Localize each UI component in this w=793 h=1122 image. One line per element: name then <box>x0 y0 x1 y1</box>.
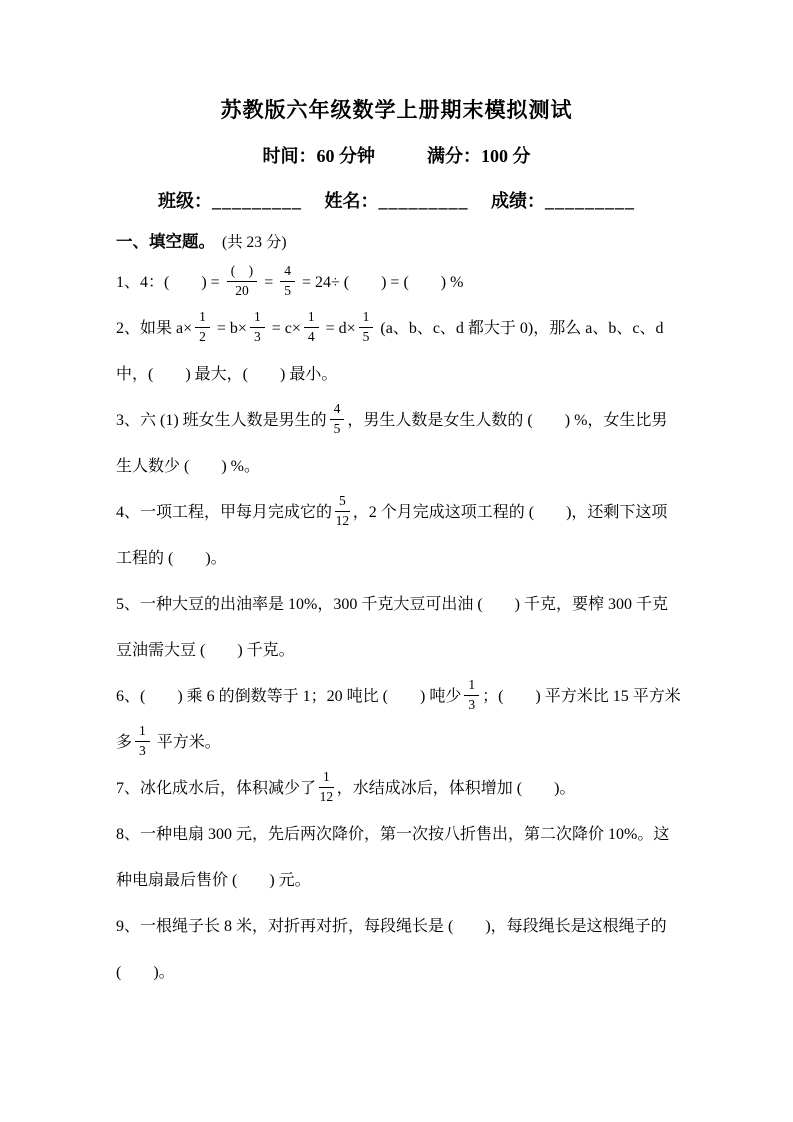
fraction-numerator: 4 <box>280 263 295 282</box>
fraction-denominator: 4 <box>307 328 315 344</box>
fraction <box>135 723 150 760</box>
question-text: 7、冰化成水后，体积减少了 <box>116 780 317 797</box>
fraction <box>227 263 258 300</box>
worksheet-body <box>116 225 682 996</box>
fraction-numerator: 5 <box>335 493 350 512</box>
fraction-denominator: 3 <box>139 742 146 758</box>
student-info-line <box>0 187 793 213</box>
fraction <box>319 769 334 806</box>
question-2 <box>116 306 682 398</box>
fraction <box>464 677 479 714</box>
class-label: 班级： <box>158 191 212 211</box>
fraction-numerator: 1 <box>304 309 319 328</box>
class-blank: _________ <box>212 191 302 211</box>
fraction-numerator: 1 <box>359 309 374 328</box>
fraction-denominator: 3 <box>468 696 476 712</box>
fraction-numerator: ( ) <box>227 263 258 282</box>
score-blank: _________ <box>545 191 635 211</box>
question-text: = b× <box>212 320 247 337</box>
fraction-denominator: 5 <box>284 282 291 298</box>
question-text: = <box>260 274 278 291</box>
fraction-denominator: 5 <box>333 420 341 436</box>
question-6 <box>116 674 682 766</box>
fraction-numerator: 1 <box>250 309 265 328</box>
name-label: 姓名： <box>324 191 379 211</box>
question-text: = c× <box>267 320 301 337</box>
fraction <box>359 309 374 346</box>
question-3 <box>116 398 682 490</box>
fraction-denominator: 2 <box>199 328 206 344</box>
fraction-numerator: 1 <box>195 309 210 328</box>
questions-list <box>116 260 682 996</box>
question-9 <box>116 904 682 996</box>
question-text: ；( ) 平方米比 15 平方米多 <box>116 688 681 751</box>
fraction-denominator: 5 <box>362 328 370 344</box>
fraction-numerator: 1 <box>135 723 150 742</box>
question-1 <box>116 260 682 306</box>
page-title: 苏教版六年级数学上册期末模拟测试 <box>220 98 573 122</box>
fraction <box>195 309 210 346</box>
question-4 <box>116 490 682 582</box>
exam-info-line <box>0 142 793 168</box>
fraction <box>304 309 319 346</box>
question-text: ，2 个月完成这项工程的 ( )，还剩下这项工程的 ( )。 <box>116 504 668 567</box>
question-5 <box>116 582 682 674</box>
fraction-numerator: 4 <box>330 401 345 420</box>
question-text: ，男生人数是女生人数的 ( ) %，女生比男生人数少 ( ) %。 <box>116 412 668 475</box>
question-text: 6、( ) 乘 6 的倒数等于 1；20 吨比 ( ) 吨少 <box>116 688 462 705</box>
question-text: 3、六 (1) 班女生人数是男生的 <box>116 412 327 429</box>
section-points: (共 23 分) <box>222 234 287 251</box>
question-text: 4、一项工程，甲每月完成它的 <box>116 504 333 521</box>
question-text: 2、如果 a× <box>116 320 193 337</box>
time-limit-label: 时间：60 分钟 <box>262 146 375 166</box>
doc-header <box>0 0 793 213</box>
fraction-denominator: 20 <box>235 282 249 298</box>
fraction <box>330 401 345 438</box>
fraction-numerator: 1 <box>464 677 479 696</box>
score-label: 成绩： <box>491 191 545 211</box>
section-title: 一、填空题。 <box>116 232 215 251</box>
question-text: = d× <box>321 320 356 337</box>
question-8 <box>116 812 682 904</box>
fraction <box>335 493 350 530</box>
name-field <box>325 191 469 211</box>
fraction <box>280 263 295 300</box>
fraction-denominator: 12 <box>319 788 334 804</box>
question-text: 平方米。 <box>152 734 221 751</box>
score-field <box>491 191 635 211</box>
question-text: 1、4：( ) = <box>116 274 224 291</box>
fraction-denominator: 12 <box>335 512 350 528</box>
question-text: 8、一种电扇 300 元，先后两次降价，第一次按八折售出，第二次降价 10%。这种电扇最后售价 ( ) 元。 <box>116 826 670 889</box>
section-heading <box>116 225 682 260</box>
question-text: 5、一种大豆的出油率是 10%，300 千克大豆可出油 ( ) 千克，要榨 300 千克豆油需大豆 ( ) 千克。 <box>116 596 668 659</box>
question-text: ，水结成冰后，体积增加 ( )。 <box>336 780 576 797</box>
question-text: (a、b、c、d 都大于 0)，那么 a、b、c、d 中，( ) 最大，( ) 最小。 <box>116 320 664 383</box>
full-score-label: 满分：100 分 <box>427 146 531 166</box>
question-7 <box>116 766 682 812</box>
name-blank: _________ <box>378 191 469 211</box>
fraction <box>250 309 265 346</box>
fraction-numerator: 1 <box>319 769 334 788</box>
class-field <box>158 191 302 211</box>
fraction-denominator: 3 <box>253 328 261 344</box>
question-text: = 24÷ ( ) = ( ) % <box>297 274 464 291</box>
question-text: 9、一根绳子长 8 米，对折再对折，每段绳长是 ( )，每段绳长是这根绳子的 ( )。 <box>116 918 667 981</box>
